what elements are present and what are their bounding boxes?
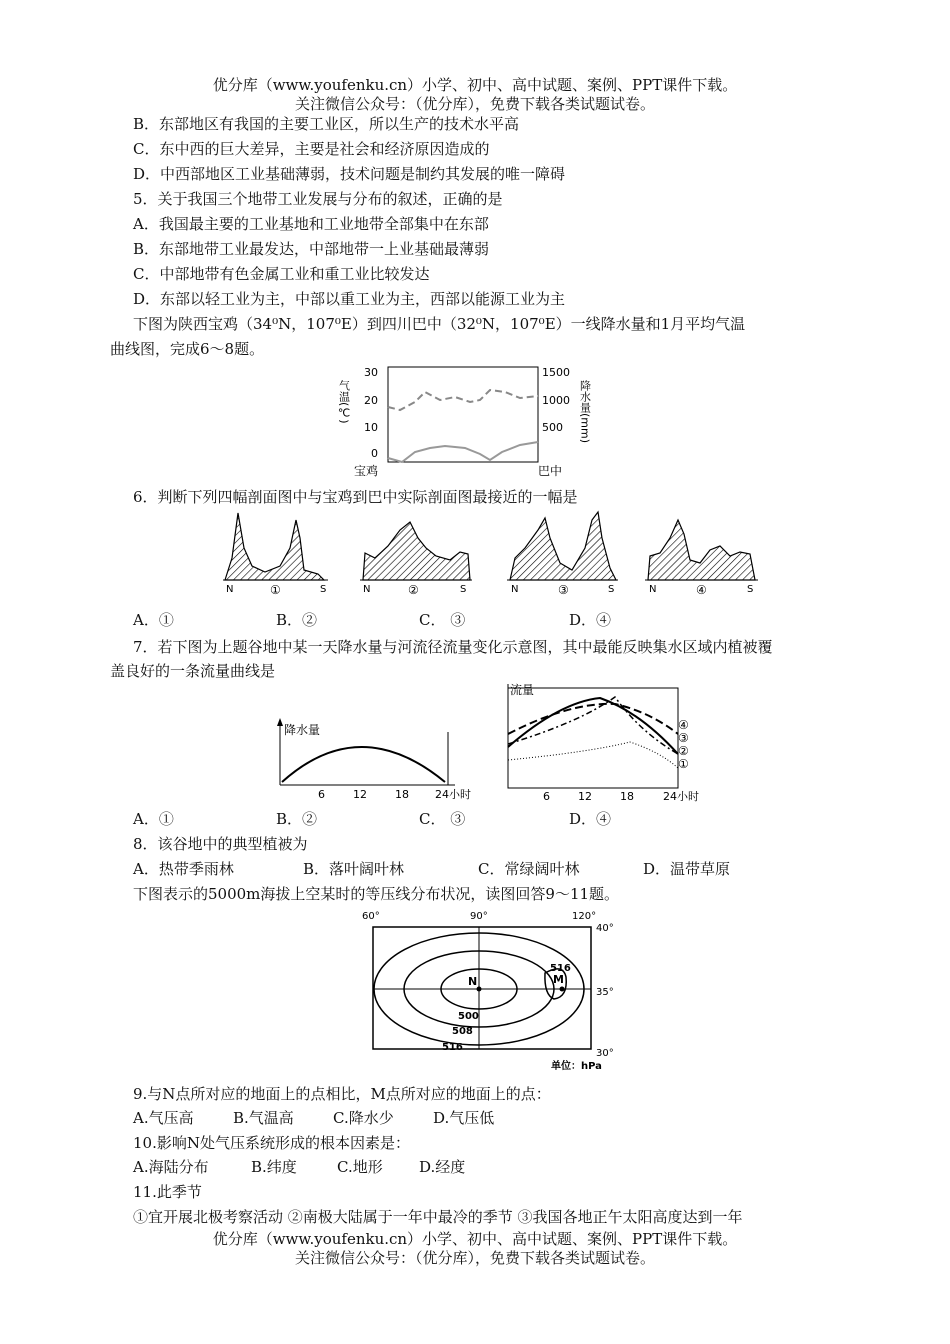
q9-option-d: D.气压低 xyxy=(433,1109,495,1127)
q10-option-d: D.经度 xyxy=(419,1158,466,1176)
profile-1 xyxy=(225,513,324,580)
q9-stem: 9.与N点所对应的地面上的点相比，M点所对应的地面上的点： xyxy=(133,1085,551,1103)
figure-isobars xyxy=(358,905,618,1077)
rain-x-tick: 6 xyxy=(318,788,325,801)
rain-x-tick: 24小时 xyxy=(435,788,471,801)
q6-option-d: D．④ xyxy=(569,611,612,629)
left-tick: 20 xyxy=(364,394,378,407)
left-tick: 10 xyxy=(364,421,378,434)
q8-option-a: A．热带季雨林 xyxy=(133,860,234,878)
right-lat-label: 40° xyxy=(596,923,614,934)
rain-x-tick: 12 xyxy=(353,788,367,801)
q5-option-b: B．东部地带工业最发达，中部地带一上业基础最薄弱 xyxy=(133,240,490,258)
flow-curve-label: ① xyxy=(678,757,689,771)
profile-4-s: S xyxy=(747,584,754,595)
top-lon-label: 60° xyxy=(362,911,380,922)
q10-stem: 10.影响N处气压系统形成的根本因素是： xyxy=(133,1134,410,1152)
intro-6-8-line-1: 下图为陕西宝鸡（34⁰N，107⁰E）到四川巴中（32⁰N，107⁰E）一线降水量和1月平均气温 xyxy=(133,315,746,333)
q4-option-b: B．东部地区有我国的主要工业区，所以生产的技术水平高 xyxy=(133,115,520,133)
q4-option-c: C．东中西的巨大差异，主要是社会和经济原因造成的 xyxy=(133,140,490,158)
rainfall-curve xyxy=(282,747,445,782)
right-lat-label: 35° xyxy=(596,987,614,998)
q8-options xyxy=(133,859,730,879)
isobar-label: 516 xyxy=(550,963,571,974)
right-end-label: 巴中 xyxy=(538,464,563,478)
q7-option-c: C． ③ xyxy=(419,810,466,828)
profile-3-s: S xyxy=(608,584,615,595)
profile-2-s: S xyxy=(460,584,467,595)
flow-x-tick: 12 xyxy=(578,790,592,803)
right-lat-label: 30° xyxy=(596,1048,614,1059)
q6-option-a: A．① xyxy=(133,611,174,629)
profile-1-num: ① xyxy=(270,583,281,597)
rain-x-tick: 18 xyxy=(395,788,409,801)
right-tick: 1000 xyxy=(542,394,570,407)
figure-temp-precip xyxy=(330,362,600,480)
q8-option-b: B．落叶阔叶林 xyxy=(303,860,405,878)
profile-2 xyxy=(363,522,470,580)
profile-4-n: N xyxy=(649,584,657,595)
q6-options xyxy=(133,610,611,630)
isobar-label: 508 xyxy=(452,1026,473,1037)
flow-chart xyxy=(508,682,699,803)
header-line-2: 关注微信公众号：（优分库），免费下载各类试题试卷。 xyxy=(294,95,655,113)
profile-1-n: N xyxy=(226,584,234,595)
right-axis-label: 降水量(mm) xyxy=(578,380,592,444)
temperature-solid-curve xyxy=(388,442,538,462)
flow-curve-label: ④ xyxy=(678,718,689,732)
q11-line: ①宜开展北极考察活动 ②南极大陆属于一年中最冷的季节 ③我国各地正午太阳高度达到一年 xyxy=(133,1208,743,1226)
precipitation-dashed-curve xyxy=(388,390,538,410)
q11-stem: 11.此季节 xyxy=(133,1183,202,1201)
left-tick: 0 xyxy=(371,447,378,460)
q5-option-c: C．中部地带有色金属工业和重工业比较发达 xyxy=(133,265,430,283)
flow-curve-label: ② xyxy=(678,744,689,758)
q6-option-c: C． ③ xyxy=(419,611,466,629)
right-tick: 1500 xyxy=(542,366,570,379)
profile-4-num: ④ xyxy=(696,583,707,597)
left-axis-label: 气温(℃) xyxy=(337,380,351,424)
flow-x-tick: 24小时 xyxy=(663,790,699,803)
unit-label: 单位：hPa xyxy=(551,1061,602,1072)
q9-option-b: B.气温高 xyxy=(233,1109,294,1127)
flow-axis-label: 流量 xyxy=(510,683,535,697)
right-tick: 500 xyxy=(542,421,563,434)
q6-option-b: B．② xyxy=(276,611,318,629)
q8-option-c: C．常绿阔叶林 xyxy=(478,860,580,878)
footer-line-2: 关注微信公众号：（优分库），免费下载各类试题试卷。 xyxy=(294,1249,655,1267)
q5-option-a: A．我国最主要的工业基地和工业地带全部集中在东部 xyxy=(133,215,489,233)
profile-2-num: ② xyxy=(408,583,419,597)
q10-options xyxy=(133,1157,465,1177)
q10-option-b: B.纬度 xyxy=(251,1158,297,1176)
flow-x-tick: 6 xyxy=(543,790,550,803)
top-lon-label: 120° xyxy=(572,911,597,922)
q6-profiles xyxy=(220,508,780,600)
q10-option-a: A.海陆分布 xyxy=(133,1158,209,1176)
left-end-label: 宝鸡 xyxy=(354,464,379,478)
q8-stem: 8．该谷地中的典型植被为 xyxy=(133,835,308,853)
q7-options xyxy=(133,809,611,829)
point-n: N xyxy=(468,975,478,988)
profile-1-s: S xyxy=(320,584,327,595)
q5-stem: 5．关于我国三个地带工业发展与分布的叙述，正确的是 xyxy=(133,190,503,208)
q9-option-a: A.气压高 xyxy=(133,1109,194,1127)
profile-3-num: ③ xyxy=(558,583,569,597)
header-line-1: 优分库（www.youfenku.cn）小学、初中、高中试题、案例、PPT课件下载。 xyxy=(212,76,738,94)
q7-option-a: A．① xyxy=(133,810,174,828)
figure-rain-flow xyxy=(270,682,720,806)
q7-option-b: B．② xyxy=(276,810,318,828)
rainfall-chart xyxy=(277,718,471,801)
top-lon-label: 90° xyxy=(470,911,488,922)
profile-4 xyxy=(648,520,755,580)
point-m: M xyxy=(553,973,564,986)
profile-3 xyxy=(510,512,616,580)
q9-option-c: C.降水少 xyxy=(333,1109,394,1127)
q8-option-d: D．温带草原 xyxy=(643,860,731,878)
profile-2-n: N xyxy=(363,584,371,595)
isobar-label: 516 xyxy=(442,1042,463,1053)
q9-options xyxy=(133,1108,494,1128)
q4-option-d: D．中西部地区工业基础薄弱，技术问题是制约其发展的唯一障碍 xyxy=(133,165,566,183)
q7-line-2: 盖良好的一条流量曲线是 xyxy=(110,662,276,680)
q7-option-d: D．④ xyxy=(569,810,612,828)
q10-option-c: C.地形 xyxy=(337,1158,383,1176)
footer-line-1: 优分库（www.youfenku.cn）小学、初中、高中试题、案例、PPT课件下载。 xyxy=(212,1230,738,1248)
q5-option-d: D．东部以轻工业为主，中部以重工业为主，西部以能源工业为主 xyxy=(133,290,566,308)
q7-line-1: 7．若下图为上题谷地中某一天降水量与河流径流量变化示意图，其中最能反映集水区域内植被覆 xyxy=(133,638,773,656)
q6-stem: 6．判断下列四幅剖面图中与宝鸡到巴中实际剖面图最接近的一幅是 xyxy=(133,488,578,506)
rain-axis-label: 降水量 xyxy=(284,723,321,737)
flow-curve-1 xyxy=(508,742,678,768)
intro-9-11: 下图表示的5000m海拔上空某时的等压线分布状况，读图回答9～11题。 xyxy=(133,885,620,903)
profile-3-n: N xyxy=(511,584,519,595)
isobar-label: 500 xyxy=(458,1011,479,1022)
left-tick: 30 xyxy=(364,366,378,379)
flow-curve-label: ③ xyxy=(678,731,689,745)
flow-x-tick: 18 xyxy=(620,790,634,803)
intro-6-8-line-2: 曲线图，完成6～8题。 xyxy=(110,340,265,358)
flow-curve-2 xyxy=(508,698,678,754)
